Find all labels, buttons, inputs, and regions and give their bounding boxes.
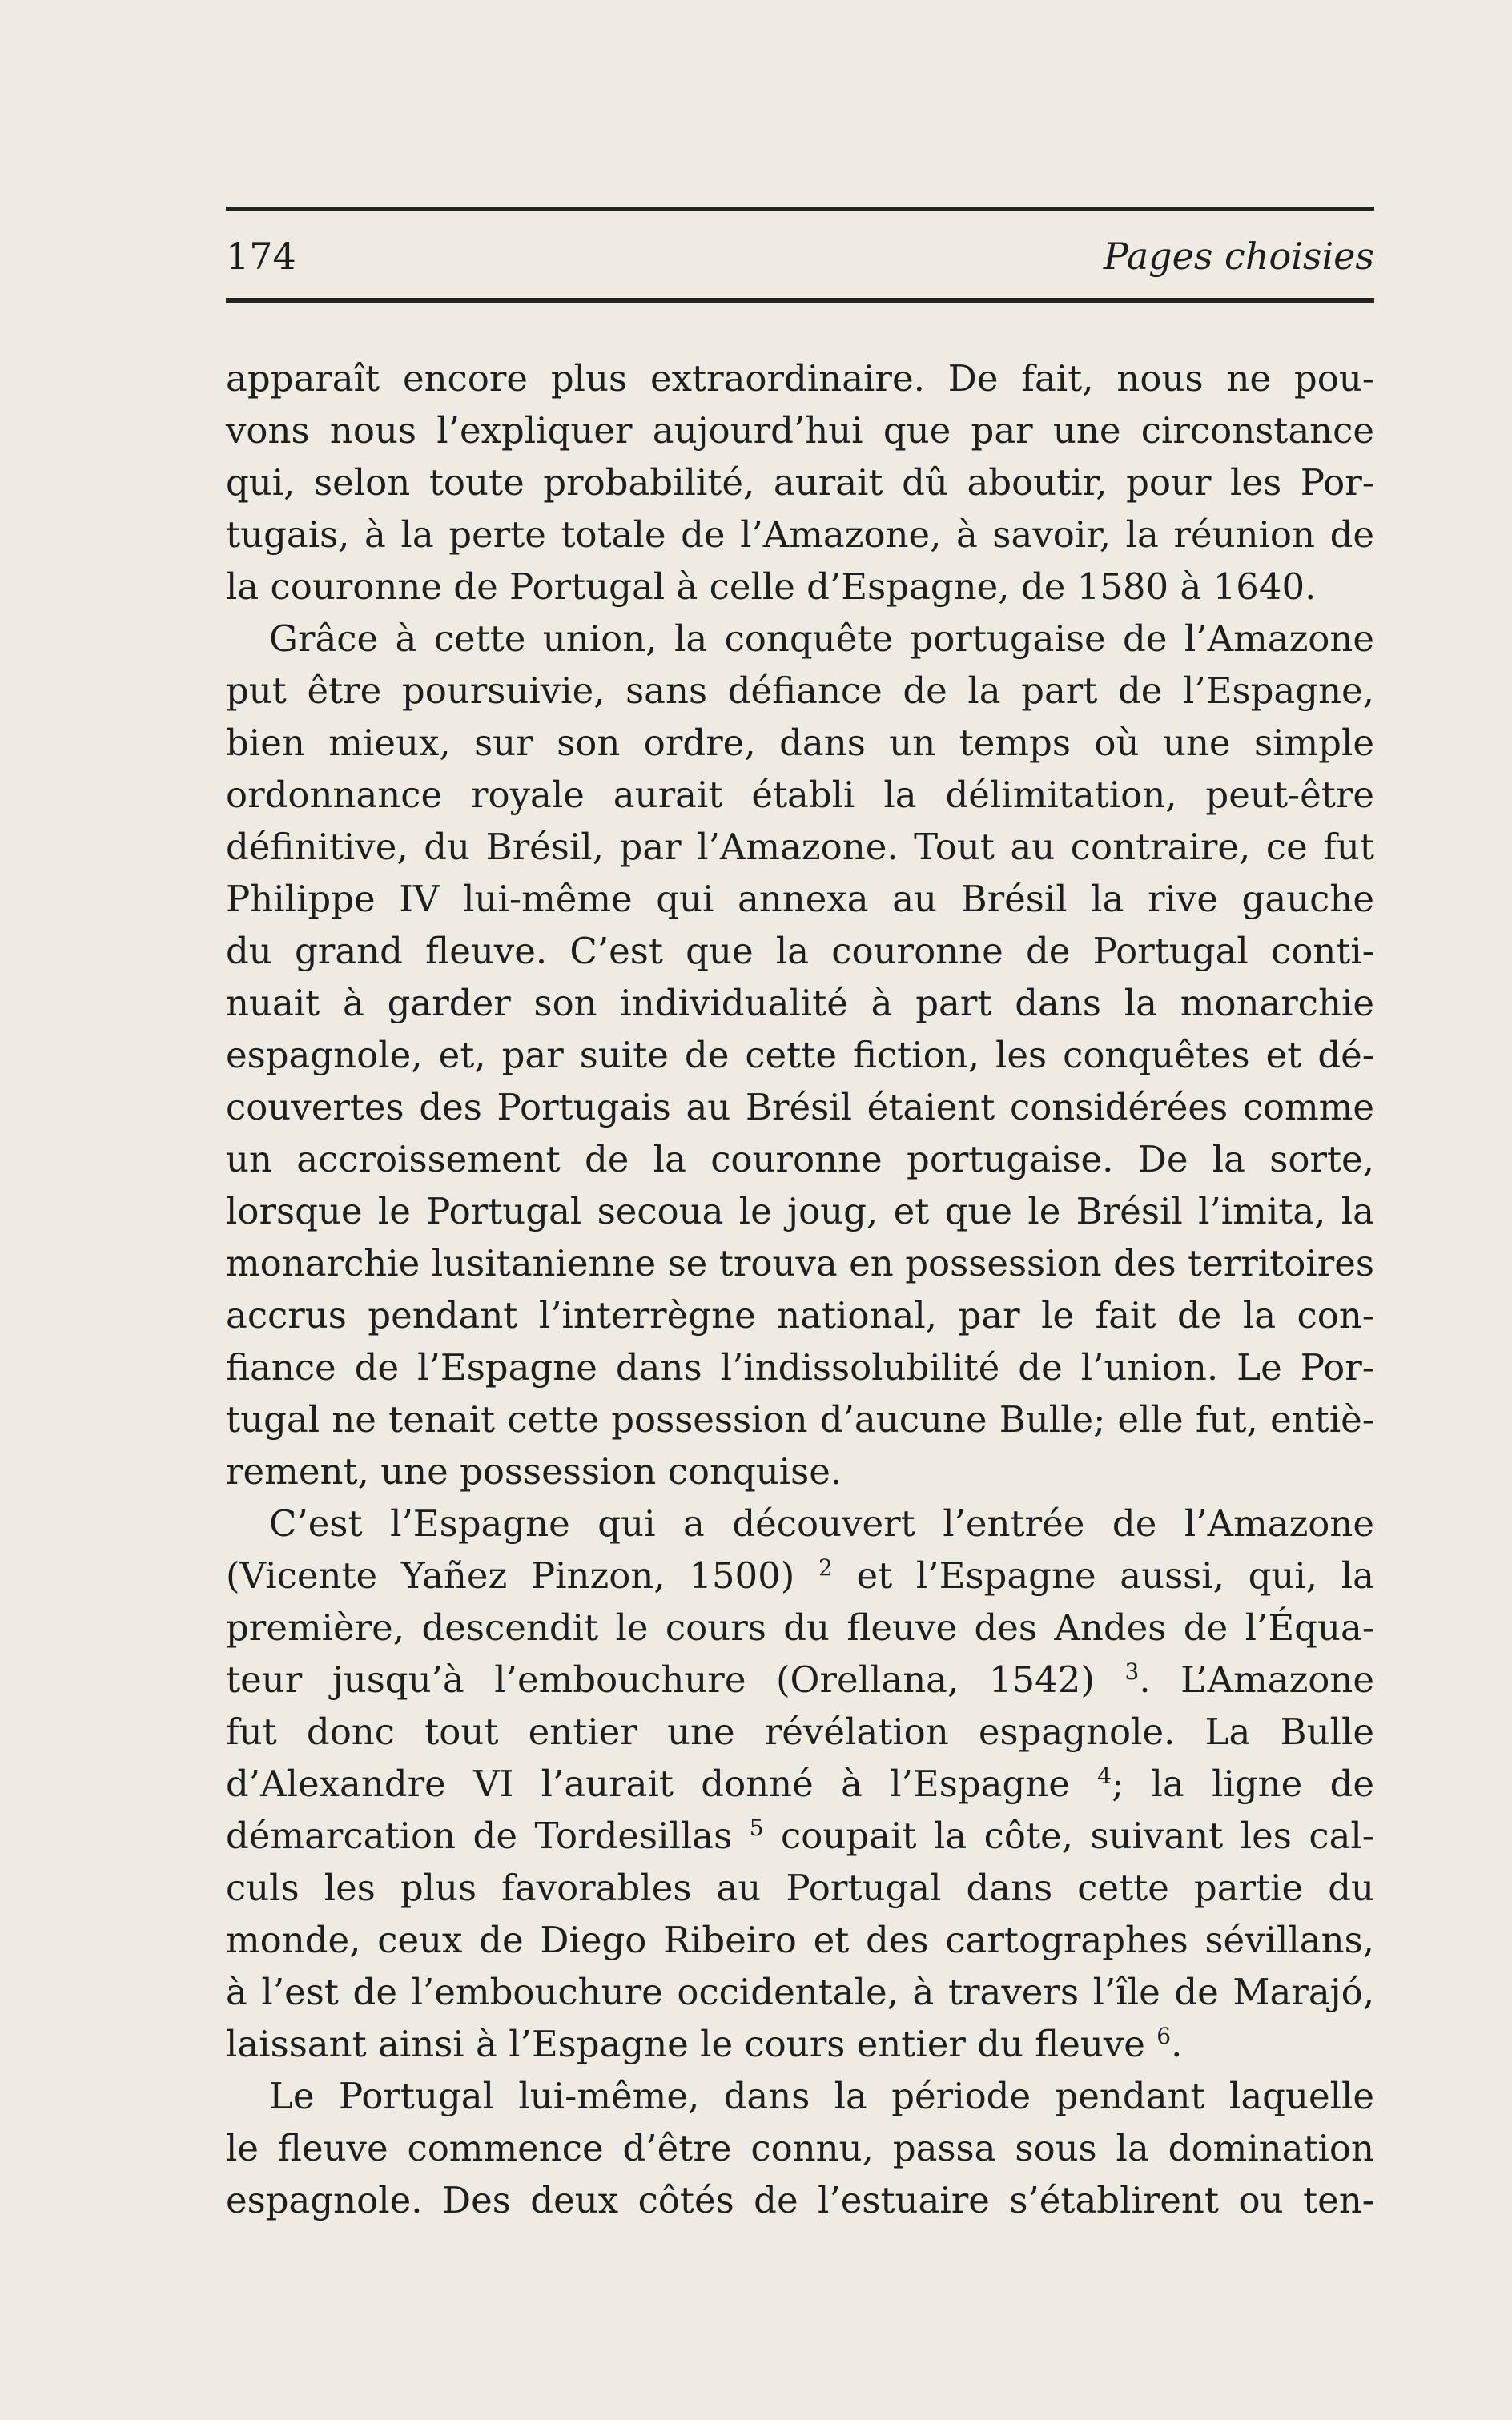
- text-line: un accroissement de la couronne portugaise. De la sorte,: [226, 1138, 1374, 1180]
- footnote-reference: 5: [749, 1815, 764, 1841]
- text-line: espagnole, et, par suite de cette fiction, les conquêtes et dé-: [226, 1034, 1374, 1076]
- text-segment: et l’Espagne aussi, qui, la: [832, 1554, 1374, 1597]
- body-text: [226, 352, 1374, 2226]
- text-segment: ; la ligne de: [1112, 1763, 1375, 1805]
- text-line: Philippe IV lui-même qui annexa au Brésil la rive gauche: [226, 878, 1374, 920]
- footnote-reference: 3: [1124, 1658, 1140, 1685]
- text-line: [226, 1654, 1374, 1706]
- text-line: tugais, à la perte totale de l’Amazone, à savoir, la réunion de: [226, 513, 1374, 556]
- text-line: à l’est de l’embouchure occidentale, à travers l’île de Marajó,: [226, 1971, 1374, 2013]
- text-line: monde, ceux de Diego Ribeiro et des cartographes sévillans,: [226, 1919, 1374, 1961]
- text-line: rement, une possession conquise.: [226, 1450, 842, 1493]
- text-line: culs les plus favorables au Portugal dans cette partie du: [226, 1867, 1374, 1909]
- text-line: accrus pendant l’interrègne national, par le fait de la con-: [226, 1294, 1374, 1337]
- text-line: Grâce à cette union, la conquête portugaise de l’Amazone: [269, 617, 1374, 660]
- text-line: couvertes des Portugais au Brésil étaient considérées comme: [226, 1086, 1374, 1128]
- text-line: nuait à garder son individualité à part dans la monarchie: [226, 982, 1374, 1024]
- text-line: fiance de l’Espagne dans l’indissolubilité de l’union. Le Por-: [226, 1346, 1374, 1389]
- header-rule-top: [226, 207, 1374, 211]
- text-line: fut donc tout entier une révélation espagnole. La Bulle: [226, 1710, 1374, 1753]
- text-line: C’est l’Espagne qui a découvert l’entrée de l’Amazone: [269, 1502, 1374, 1545]
- text-line: monarchie lusitanienne se trouva en possession des territoires: [226, 1242, 1374, 1284]
- text-segment: .: [1171, 2023, 1183, 2065]
- text-line: [226, 1810, 1374, 1862]
- header-rule-bottom: [226, 298, 1374, 303]
- text-line: put être poursuivie, sans défiance de la part de l’Espagne,: [226, 669, 1374, 712]
- footnote-reference: 4: [1097, 1763, 1112, 1789]
- text-line: espagnole. Des deux côtés de l’estuaire s’établirent ou ten-: [226, 2179, 1374, 2221]
- footnote-reference: 6: [1156, 2023, 1172, 2049]
- text-line: ordonnance royale aurait établi la délimitation, peut-être: [226, 774, 1374, 816]
- text-line: première, descendit le cours du fleuve des Andes de l’Équa-: [226, 1606, 1374, 1649]
- text-line: apparaît encore plus extraordinaire. De fait, nous ne pou-: [226, 357, 1374, 400]
- text-segment: coupait la côte, suivant les cal-: [763, 1815, 1374, 1857]
- text-line: vons nous l’expliquer aujourd’hui que par une circonstance: [226, 409, 1374, 452]
- text-segment: . L’Amazone: [1139, 1658, 1374, 1701]
- text-line: [226, 1550, 1374, 1602]
- text-line: le fleuve commence d’être connu, passa sous la domination: [226, 2127, 1374, 2169]
- text-line: bien mieux, sur son ordre, dans un temps où une simple: [226, 722, 1374, 764]
- page-number: 174: [226, 235, 296, 278]
- text-segment: (Vicente Yañez Pinzon, 1500): [226, 1554, 819, 1597]
- text-line: qui, selon toute probabilité, aurait dû aboutir, pour les Por-: [226, 461, 1374, 504]
- footnote-reference: 2: [818, 1554, 833, 1581]
- text-segment: laissant ainsi à l’Espagne le cours entier du fleuve: [226, 2023, 1157, 2065]
- text-segment: d’Alexandre VI l’aurait donné à l’Espagne: [226, 1763, 1098, 1805]
- text-line: [226, 1758, 1374, 1810]
- text-line: la couronne de Portugal à celle d’Espagne, de 1580 à 1640.: [226, 565, 1317, 608]
- text-line: [226, 2018, 1374, 2070]
- running-title: Pages choisies: [1103, 235, 1374, 278]
- text-line: du grand fleuve. C’est que la couronne de Portugal conti-: [226, 930, 1374, 972]
- running-header: [226, 224, 1374, 288]
- text-line: lorsque le Portugal secoua le joug, et que le Brésil l’imita, la: [226, 1190, 1374, 1232]
- text-segment: teur jusqu’à l’embouchure (Orellana, 1542): [226, 1658, 1125, 1701]
- text-line: tugal ne tenait cette possession d’aucune Bulle; elle fut, entiè-: [226, 1398, 1374, 1441]
- text-segment: démarcation de Tordesillas: [226, 1815, 750, 1857]
- text-line: définitive, du Brésil, par l’Amazone. Tout au contraire, ce fut: [226, 826, 1374, 868]
- text-line: Le Portugal lui-même, dans la période pendant laquelle: [269, 2075, 1374, 2117]
